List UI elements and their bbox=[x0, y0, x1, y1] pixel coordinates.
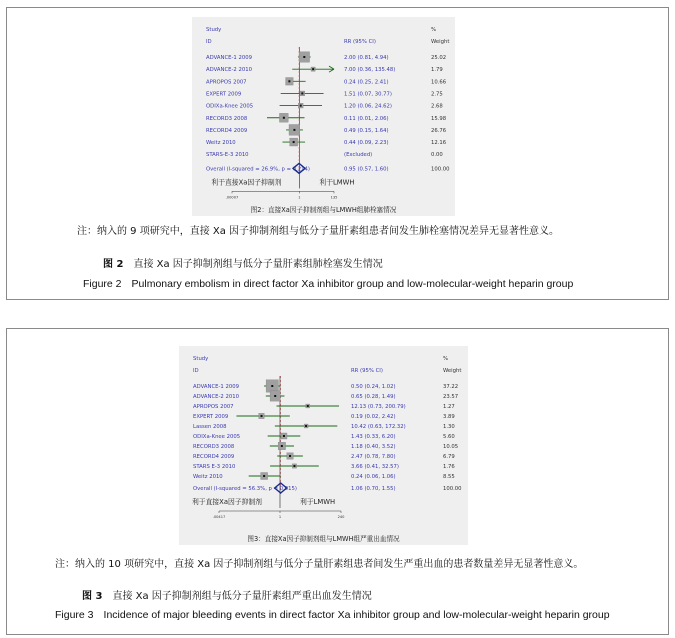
study-label: RECORD4 2009 bbox=[193, 454, 235, 460]
study-rr: 1.43 (0.33, 6.20) bbox=[351, 434, 396, 440]
forest-plot bbox=[192, 17, 455, 216]
study-weight: 8.55 bbox=[443, 474, 455, 480]
study-weight: 1.79 bbox=[431, 67, 443, 74]
study-point-estimate bbox=[263, 475, 265, 477]
tick-mid-label: 1 bbox=[298, 195, 301, 200]
overall-label: Overall (I-squared = 56.3%, p = 0.015) bbox=[193, 486, 297, 492]
favors-right-label: 利于LMWH bbox=[299, 498, 336, 506]
column-header-id: ID bbox=[193, 368, 199, 374]
study-weight: 37.22 bbox=[443, 384, 459, 390]
column-header-rr: RR (95% CI) bbox=[344, 39, 376, 45]
study-rr: 7.00 (0.36, 135.48) bbox=[344, 67, 396, 74]
study-point-estimate bbox=[303, 56, 305, 58]
study-rr: 0.24 (0.25, 2.41) bbox=[344, 79, 389, 86]
tick-left-label: .00007 bbox=[225, 195, 239, 200]
study-label: ADVANCE-2 2010 bbox=[206, 67, 252, 74]
study-rr: 0.65 (0.28, 1.49) bbox=[351, 394, 396, 400]
study-rr: 1.18 (0.40, 3.52) bbox=[351, 444, 396, 450]
study-weight: 2.75 bbox=[431, 91, 443, 98]
figure-caption-english bbox=[7, 278, 668, 290]
study-label: ODIXa-Knee 2005 bbox=[206, 103, 254, 110]
study-label: EXPERT 2009 bbox=[206, 91, 242, 98]
study-point-estimate bbox=[301, 92, 303, 94]
study-label: RECORD3 2008 bbox=[193, 444, 235, 450]
overall-rr: 0.95 (0.57, 1.60) bbox=[344, 166, 389, 173]
column-header-percent: % bbox=[443, 356, 449, 362]
forest-plot bbox=[179, 346, 468, 545]
study-rr: 0.11 (0.01, 2.06) bbox=[344, 115, 389, 122]
study-rr: 2.00 (0.81, 4.94) bbox=[344, 55, 389, 61]
study-label: EXPERT 2009 bbox=[193, 414, 229, 420]
figure-note: 注：纳入的 9 项研究中，直接 Xa 因子抑制剂组与低分子量肝素组患者间发生肺栓塞情况差异无显著性意义。 bbox=[77, 226, 560, 237]
overall-rr: 1.06 (0.70, 1.55) bbox=[351, 486, 396, 492]
column-header-study: Study bbox=[193, 356, 209, 362]
column-header-weight: Weight bbox=[431, 39, 450, 45]
study-weight: 26.76 bbox=[431, 127, 447, 134]
figure-title: 直接 Xa 因子抑制剂组与低分子量肝素组肺栓塞发生情况 bbox=[133, 259, 383, 270]
study-point-estimate bbox=[293, 465, 295, 467]
study-weight: 2.68 bbox=[431, 103, 443, 110]
figure-caption-chinese bbox=[7, 587, 668, 602]
forest-plot-svg bbox=[179, 346, 468, 545]
study-point-estimate bbox=[307, 405, 309, 407]
inner-figure-caption: 图3：直接Xa因子抑制剂组与LMWH组严重出血情况 bbox=[247, 535, 400, 543]
study-weight: 25.02 bbox=[431, 55, 447, 61]
tick-right-label: 135 bbox=[330, 195, 338, 200]
favors-left-label: 利于直接Xa因子抑制剂 bbox=[211, 178, 282, 187]
study-label: Lassen 2008 bbox=[193, 424, 227, 430]
tick-right-label: 240 bbox=[337, 515, 345, 519]
tick-left-label: .00417 bbox=[212, 515, 226, 519]
figure-number-en: Figure 2 bbox=[83, 278, 122, 290]
study-label: ADVANCE-1 2009 bbox=[193, 384, 239, 390]
study-point-estimate bbox=[271, 385, 273, 387]
overall-weight: 100.00 bbox=[431, 166, 450, 173]
figure-caption-chinese bbox=[7, 255, 668, 270]
overall-label: Overall (I-squared = 26.9%, p = 0.214) bbox=[206, 166, 310, 173]
favors-right-label: 利于LMWH bbox=[319, 178, 355, 187]
study-point-estimate bbox=[293, 129, 295, 131]
study-rr: 3.66 (0.41, 32.57) bbox=[351, 464, 399, 470]
study-weight: 1.30 bbox=[443, 424, 455, 430]
figure-title-en: Incidence of major bleeding events in direct factor Xa inhibitor group and low-molecular-weight heparin group bbox=[103, 609, 610, 621]
column-header-rr: RR (95% CI) bbox=[351, 368, 383, 374]
study-point-estimate bbox=[261, 415, 263, 417]
study-weight: 15.98 bbox=[431, 115, 447, 122]
study-label: STARS E-3 2010 bbox=[193, 464, 236, 470]
study-point-estimate bbox=[283, 117, 285, 119]
study-weight: 6.79 bbox=[443, 454, 455, 460]
study-weight: 1.27 bbox=[443, 404, 455, 410]
study-weight: 12.16 bbox=[431, 140, 447, 147]
column-header-weight: Weight bbox=[443, 368, 462, 374]
study-rr: 1.20 (0.06, 24.62) bbox=[344, 103, 392, 110]
study-rr: 1.51 (0.07, 30.77) bbox=[344, 91, 392, 98]
study-label: ODIXa-Knee 2005 bbox=[193, 434, 241, 440]
study-point-estimate bbox=[274, 395, 276, 397]
forest-plot-svg bbox=[192, 17, 455, 216]
study-point-estimate bbox=[281, 445, 283, 447]
study-label: ADVANCE-2 2010 bbox=[193, 394, 239, 400]
column-header-percent: % bbox=[431, 27, 437, 33]
study-point-estimate bbox=[300, 105, 302, 107]
study-label: APROPOS 2007 bbox=[193, 404, 234, 410]
figure-number: 图 3 bbox=[82, 591, 103, 602]
study-rr: 0.50 (0.24, 1.02) bbox=[351, 384, 396, 390]
study-rr: 2.47 (0.78, 7.80) bbox=[351, 454, 396, 460]
column-header-id: ID bbox=[206, 39, 212, 45]
study-rr: 12.13 (0.73, 200.79) bbox=[351, 404, 406, 410]
study-weight: 3.89 bbox=[443, 414, 455, 420]
study-rr: 0.24 (0.06, 1.06) bbox=[351, 474, 396, 480]
figure-number-en: Figure 3 bbox=[55, 609, 94, 621]
study-point-estimate bbox=[305, 425, 307, 427]
study-label: Weitz 2010 bbox=[206, 140, 236, 147]
study-rr: 10.42 (0.63, 172.32) bbox=[351, 424, 406, 430]
figure-3-panel bbox=[6, 328, 669, 635]
overall-weight: 100.00 bbox=[443, 486, 462, 492]
tick-mid-label: 1 bbox=[278, 515, 282, 519]
study-point-estimate bbox=[289, 455, 291, 457]
study-weight: 5.60 bbox=[443, 434, 455, 440]
study-label: Weitz 2010 bbox=[193, 474, 223, 480]
figure-caption-english bbox=[7, 609, 668, 621]
favors-left-label: 利于直接Xa因子抑制剂 bbox=[191, 498, 262, 506]
study-label: ADVANCE-1 2009 bbox=[206, 55, 252, 61]
study-point-estimate bbox=[312, 68, 314, 70]
study-weight: 23.57 bbox=[443, 394, 459, 400]
figure-note: 注：纳入的 10 项研究中，直接 Xa 因子抑制剂组与低分子量肝素组患者间发生严重出血的患者数量差异无显著性意义。 bbox=[55, 559, 584, 570]
study-label: RECORD3 2008 bbox=[206, 115, 248, 122]
study-weight: 1.76 bbox=[443, 464, 455, 470]
study-rr: 0.44 (0.09, 2.23) bbox=[344, 140, 389, 147]
column-header-study: Study bbox=[206, 27, 222, 33]
figure-number: 图 2 bbox=[103, 259, 124, 270]
study-label: RECORD4 2009 bbox=[206, 127, 248, 134]
figure-title: 直接 Xa 因子抑制剂组与低分子量肝素组严重出血发生情况 bbox=[112, 591, 372, 602]
inner-figure-caption: 图2：直接Xa因子抑制剂组与LMWH组肺栓塞情况 bbox=[250, 206, 397, 214]
study-point-estimate bbox=[288, 80, 290, 82]
study-rr: 0.49 (0.15, 1.64) bbox=[344, 127, 389, 134]
figure-2-panel bbox=[6, 7, 669, 300]
study-label: APROPOS 2007 bbox=[206, 79, 247, 86]
study-weight: 0.00 bbox=[431, 152, 443, 159]
study-weight: 10.05 bbox=[443, 444, 459, 450]
study-label: STARS-E-3 2010 bbox=[206, 152, 249, 159]
study-rr: 0.19 (0.02, 2.42) bbox=[351, 414, 396, 420]
study-point-estimate bbox=[293, 141, 295, 143]
study-point-estimate bbox=[283, 435, 285, 437]
study-rr: (Excluded) bbox=[344, 152, 373, 159]
figure-title-en: Pulmonary embolism in direct factor Xa inhibitor group and low-molecular-weight heparin group bbox=[131, 278, 574, 290]
study-weight: 10.66 bbox=[431, 79, 447, 86]
